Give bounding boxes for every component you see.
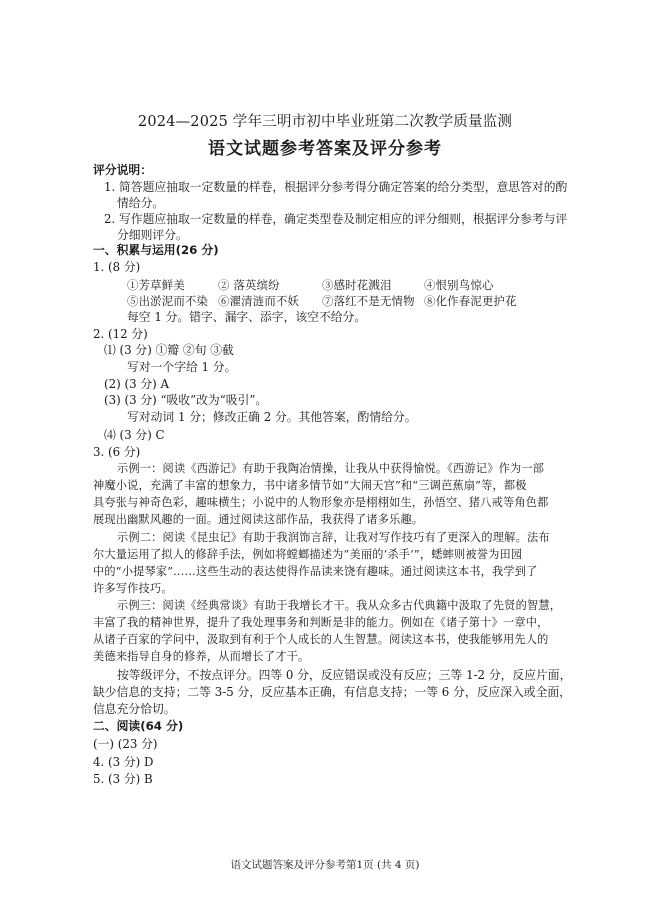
q1-answer-7: ⑦落红不是无情物 [322, 294, 415, 308]
q3-grading-line: 信息充分恰切。 [93, 702, 176, 716]
q3-example-1-line: 神魔小说，充满了丰富的想象力，书中诸多情节如“大闹天宫”和“三调芭蕉扇”等，都极 [93, 479, 527, 492]
q2-part-2: (2) (3 分) A [104, 377, 169, 391]
q3-grading-line: 缺少信息的支持；二等 3-5 分，反应基本正确，有信息支持；一等 6 分，反应深入或全面， [93, 685, 571, 699]
q1-answer-3: ③感时花溅泪 [322, 278, 392, 292]
q1-answer-1: ①芳草鲜美 [127, 278, 185, 292]
q2-part-1-note: 写对一个字给 1 分。 [127, 360, 237, 374]
q3-example-2-line: 示例二：阅读《昆虫记》有助于我润饰言辞，让我对写作技巧有了更深入的理解。法布 [117, 531, 550, 544]
section-2-heading: 二、阅读(64 分) [93, 719, 184, 733]
q2-part-1: ⑴ (3 分) ①瓣 ②旬 ③截 [104, 343, 234, 357]
document-title: 语文试题参考答案及评分参考 [208, 139, 442, 159]
q3-example-3-line: 从诸子百家的学问中，汲取到有利于个人成长的人生智慧。阅读这本书，使我能够用先人的 [93, 633, 549, 646]
note-1-line-2: 情给分。 [117, 196, 165, 210]
q3-example-2-line: 许多写作技巧。 [93, 582, 173, 595]
q3-grading-line: 按等级评分，不按点评分。四等 0 分，反应错误或没有反应；三等 1-2 分，反应片面， [117, 668, 572, 682]
q3-example-3-line: 示例三：阅读《经典常谈》有助于我增长才干。我从众多古代典籍中汲取了先贤的智慧， [117, 599, 562, 612]
q3-label: 3. (6 分) [93, 445, 141, 459]
exam-title: 2024—2025 学年三明市初中毕业班第二次教学质量监测 [137, 114, 513, 130]
q3-example-1-line: 展现出幽默风趣的一面。通过阅读这部作品，我获得了诸多乐趣。 [93, 513, 424, 526]
page-footer: 语文试题答案及评分参考第1页 (共 4 页) [230, 859, 420, 871]
q2-part-3: (3) (3 分) “吸收”改为“吸引”。 [104, 393, 268, 407]
q3-example-2-line: 尔大量运用了拟人的修辞手法，例如将螳螂描述为“美丽的‘杀手’”，蟋蟀则被誉为田园 [93, 548, 523, 561]
q2-label: 2. (12 分) [93, 327, 148, 341]
q1-answer-8: ⑧化作春泥更护花 [424, 294, 517, 308]
q3-example-3-line: 丰富了我的精神世界，提升了我处理事务和判断是非的能力。例如在《诸子第十》一章中， [93, 616, 549, 629]
note-2-line-2: 分细则评分。 [117, 228, 188, 242]
q1-answer-6: ⑥濯清涟而不妖 [218, 294, 300, 308]
q3-example-2-line: 中的“小提琴家”……这些生动的表达使得作品读来饶有趣味。通过阅读这本书，我学到了 [93, 565, 538, 578]
q1-answer-5: ⑤出淤泥而不染 [127, 294, 209, 308]
note-1-line-1: 1. 简答题应抽取一定数量的样卷，根据评分参考得分确定答案的给分类型，意思答对的酌 [104, 180, 568, 194]
note-2-line-1: 2. 写作题应抽取一定数量的样卷，确定类型卷及制定相应的评分细则，根据评分参考与评 [104, 212, 568, 226]
notes-heading: 评分说明： [93, 163, 152, 177]
q3-example-1-line: 具夸张与神奇色彩，趣味横生；小说中的人物形象亦是栩栩如生，孙悟空、猪八戒等角色都 [93, 496, 549, 509]
section-1-heading: 一、积累与运用(26 分) [93, 243, 219, 257]
q1-label: 1. (8 分) [93, 260, 141, 274]
q3-example-1-line: 示例一：阅读《西游记》有助于我陶冶情操，让我从中获得愉悦。《西游记》作为一部 [117, 462, 545, 475]
q2-part-4: ⑷ (3 分) C [104, 428, 165, 442]
q3-example-3-line: 美德来指导自身的修养，从而增长了才干。 [93, 650, 310, 663]
reading-part-1-label: (一) (23 分) [93, 737, 158, 751]
q1-note: 每空 1 分。错字、漏字、添字，该空不给分。 [127, 310, 367, 324]
q1-answer-4: ④恨别鸟惊心 [424, 278, 494, 292]
q1-answer-2: ② 落英缤纷 [218, 278, 280, 292]
q2-part-3-note: 写对动词 1 分；修改正确 2 分。其他答案，酌情给分。 [127, 410, 417, 424]
q4-answer: 4. (3 分) D [93, 755, 154, 769]
q5-answer: 5. (3 分) B [93, 772, 153, 786]
